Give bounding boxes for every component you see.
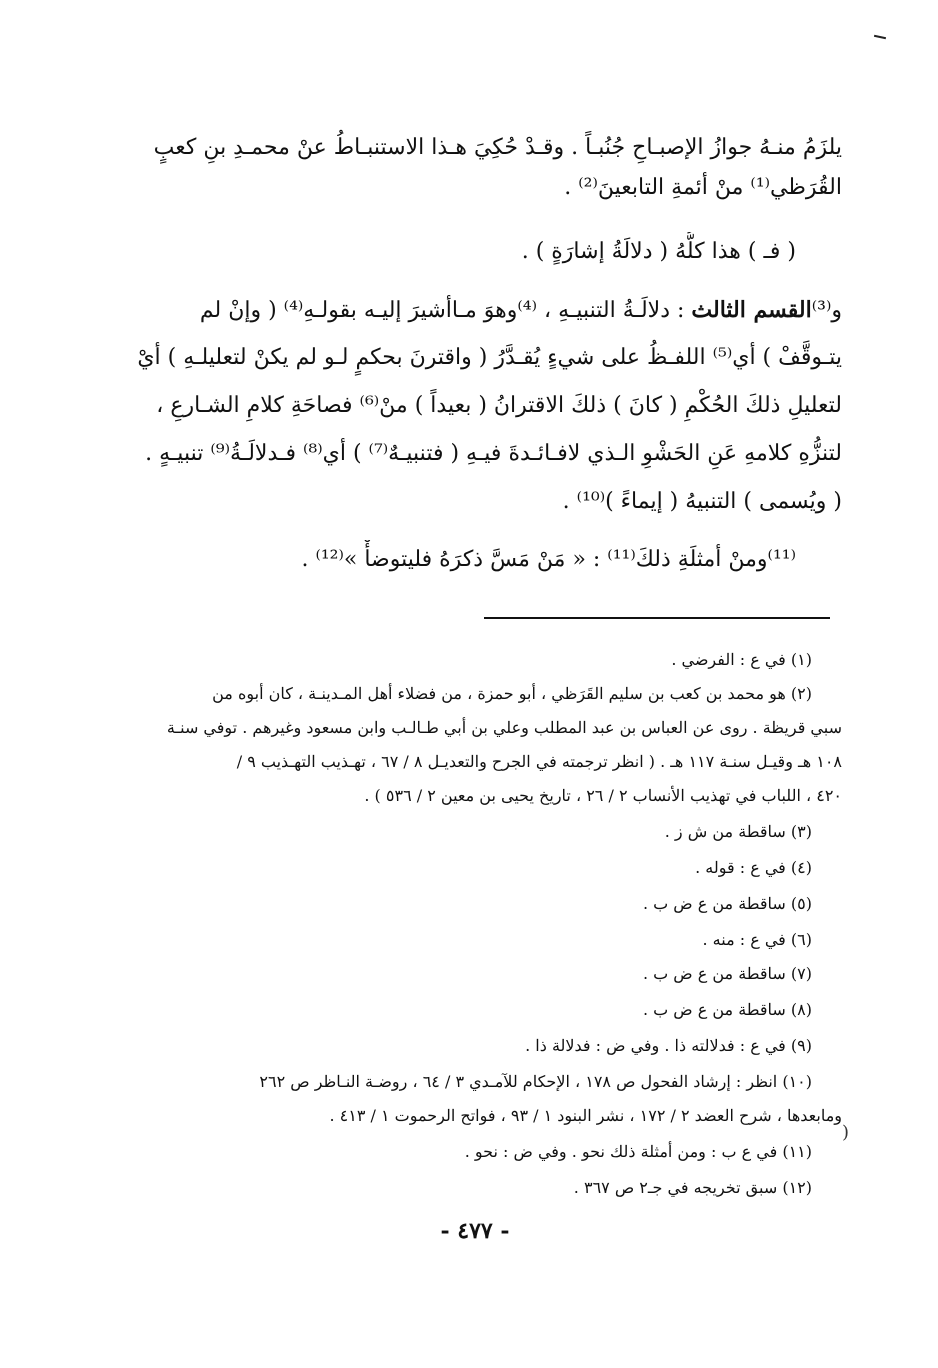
- main-line: ( ويُسمى ) التنبيهُ ( إيماءً )⁽¹⁰⁾ .: [562, 489, 842, 514]
- footnote: (٩) في ع : فدلالته ذا . وفي ض : فدلالة ذا .: [525, 1036, 812, 1055]
- margin-mark: ): [842, 1122, 850, 1143]
- footnote: (١٢) سبق تخريجه في جـ٢ ص ٣٦٧ .: [573, 1178, 812, 1197]
- footnote: ومابعدها ، شرح العضد ٢ / ١٧٢ ، نشر البنود ١ / ٩٣ ، فواتح الرحموت ١ / ٤١٣ .: [329, 1106, 842, 1125]
- section-heading: القسم الثالث: [691, 297, 812, 323]
- footnote: (٢) هو محمد بن كعب بن سليم القَرَظي ، أبو حمزة ، من فضلاء أهل المـدينـة ، كان أبوه من: [212, 684, 812, 703]
- main-line: ⁽¹¹⁾ومنْ أمثلَةِ ذلكَ⁽¹¹⁾ : « مَنْ مَسَّ ذكرَهُ فليتوضأْ »⁽¹²⁾ .: [301, 547, 796, 572]
- main-line: ( فـ ) هذا كلُّهُ ( دلالَةُ إشارَةٍ ) .: [521, 239, 796, 264]
- footnote: (١٠) انظر : إرشاد الفحول ص ١٧٨ ، الإحكام للآمـدي ٣ / ٦٤ ، روضـة النـاظر ص ٢٦٢: [259, 1072, 812, 1091]
- footnote: (٧) ساقطة من ع ض ب .: [642, 964, 812, 983]
- page-number: - ٤٧٧ -: [440, 1218, 510, 1244]
- footnote: ١٠٨ هـ وقيـل سنـة ١١٧ هـ . ( انظر ترجمته في الجرح والتعديـل ٨ / ٦٧ ، تهـذيب التهـذيب ٩ /: [236, 752, 842, 771]
- main-line: يتـوقَّفْ ) أي⁽⁵⁾ اللفـظُ على شيءٍ يُقـدَّرُ ( واقترنَ بحكمٍ لـو لم يكنْ لتعليلـهِ ) أيْ: [137, 345, 842, 370]
- main-line: يلزَمُ منـهُ جوازُ الإصبـاحِ جُنُبـاً . وقـدْ حُكِيَ هـذا الاستنبـاطُ عنْ محمـدِ بنِ كعبٍ: [153, 135, 842, 160]
- footnote: (٣) ساقطة من ش ز .: [664, 822, 812, 841]
- footnote-separator: [484, 617, 830, 619]
- scan-mark: [874, 35, 886, 39]
- main-line: القُرَظي⁽¹⁾ منْ أئمةِ التابعينَ⁽²⁾ .: [564, 175, 842, 200]
- footnote: (١) في ع : الفرضي .: [671, 650, 812, 669]
- footnote: سبي قريظة . روى عن العباس بن عبد المطلب وعلي بن أبي طـالـب وابن مسعود وغيرهم . توفي سنـة: [166, 718, 842, 737]
- footnote: ٤٢٠ ، اللباب في تهذيب الأنساب ٢ / ٢٦ ، تاريخ يحيى بن معين ٢ / ٥٣٦ ) .: [364, 786, 842, 805]
- footnote: (٤) في ع : قوله .: [695, 858, 812, 877]
- footnote: (٦) في ع : منه .: [702, 930, 812, 949]
- footnote: (١١) في ع ب : ومن أمثلة ذلك نحو . وفي ض : نحو .: [464, 1142, 812, 1161]
- section-heading-line: و⁽³⁾القسم الثالث : دلالَـةُ التنبيـهِ ، ⁽⁴⁾وهوَ مـاأشيرَ إليـه بقولـهِ⁽⁴⁾ ( وإنْ لم: [199, 297, 842, 323]
- footnote: (٨) ساقطة من ع ض ب .: [642, 1000, 812, 1019]
- main-line: لتعليلِ ذلكَ الحُكْمِ ( كانَ ) ذلكَ الاقترانُ ( بعيداً ) منْ⁽⁶⁾ فصاحَةِ كلامِ الشـارعِ ،: [156, 393, 842, 418]
- footnote: (٥) ساقطة من ع ض ب .: [642, 894, 812, 913]
- main-line: لتنزُّهِ كلامهِ عَنِ الحَشْوِ الـذي لافـائـدةَ فيـهِ ( فتنبيـهٌ⁽⁷⁾ ) أي⁽⁸⁾ فـدلالَـةُ⁽⁹⁾ تنبيـهٍ .: [145, 441, 842, 466]
